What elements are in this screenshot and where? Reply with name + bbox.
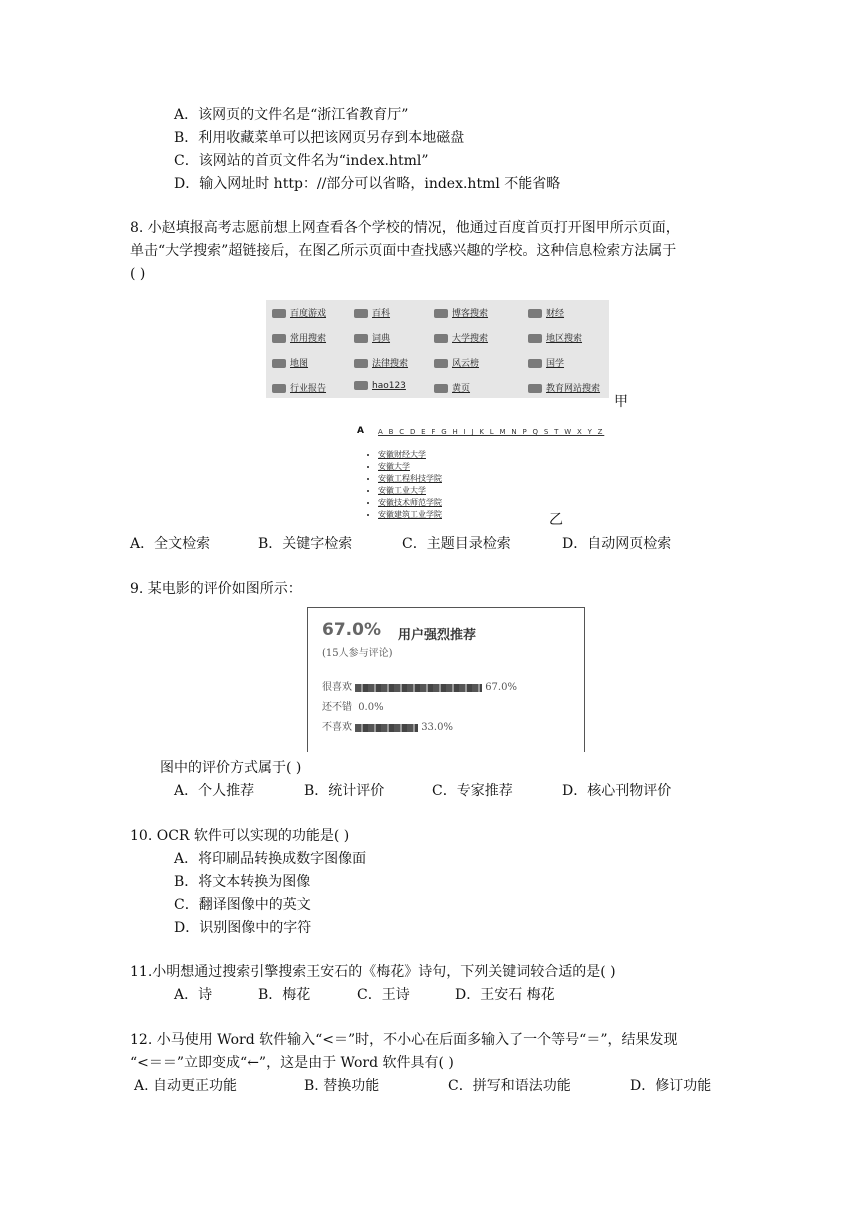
q9-followup: 图中的评价方式属于( ) <box>160 760 302 776</box>
q10-option-d: D．识别图像中的字符 <box>174 920 312 936</box>
education-icon <box>528 384 542 393</box>
q9-option-a: A．个人推荐 <box>174 783 255 799</box>
dictionary-icon <box>354 334 368 343</box>
yi-current-letter: A <box>357 426 364 436</box>
figure-jia-label: 甲 <box>614 394 628 410</box>
rating-row-value: 33.0% <box>421 722 453 733</box>
jia-item[interactable]: hao123 <box>354 381 406 391</box>
rating-row-value: 67.0% <box>485 682 517 693</box>
q9-option-b: B．统计评价 <box>304 783 385 799</box>
q12-option-b: B. 替换功能 <box>304 1078 380 1094</box>
q11-option-b: B．梅花 <box>258 987 311 1003</box>
report-icon <box>272 384 286 393</box>
q11-option-a: A．诗 <box>174 987 213 1003</box>
q12-stem-line1: 12. 小马使用 Word 软件输入“<＝”时，不小心在后面多输入了一个等号“＝”，结果发现 <box>130 1032 678 1048</box>
graduation-cap-icon <box>434 334 448 343</box>
q10-option-a: A．将印刷品转换成数字图像面 <box>174 851 367 867</box>
q8-option-d: D．自动网页检索 <box>562 536 672 552</box>
jia-item[interactable]: 地区搜索 <box>528 331 582 344</box>
jia-item[interactable]: 百科 <box>354 306 390 319</box>
jia-item[interactable]: 黄页 <box>434 381 470 394</box>
finance-icon <box>528 309 542 318</box>
rating-bar <box>355 724 418 732</box>
jia-item[interactable]: 法律搜索 <box>354 356 408 369</box>
search-icon <box>272 334 286 343</box>
jia-item[interactable]: 教育网站搜索 <box>528 381 600 394</box>
q8-stem-line3: ( ) <box>130 266 146 282</box>
q11-option-c: C．王诗 <box>357 987 410 1003</box>
rating-row <box>322 698 384 713</box>
q9-option-c: C．专家推荐 <box>432 783 513 799</box>
q8-option-a: A．全文检索 <box>130 536 211 552</box>
jia-item-university-search[interactable]: 大学搜索 <box>434 331 488 344</box>
list-item[interactable]: • 安徽技术师范学院 <box>378 497 442 509</box>
list-item[interactable]: • 安徽建筑工业学院 <box>378 509 442 521</box>
game-icon <box>272 309 286 318</box>
jia-item[interactable]: 风云榜 <box>434 356 479 369</box>
blog-icon <box>434 309 448 318</box>
rating-row <box>322 678 517 693</box>
grid-icon <box>354 381 368 390</box>
rating-subtitle: (15人参与评论) <box>322 648 393 659</box>
figure-jia-directory <box>266 300 609 398</box>
q8-option-b: B．关键字检索 <box>258 536 353 552</box>
jia-item[interactable]: 百度游戏 <box>272 306 326 319</box>
q10-option-c: C．翻译图像中的英文 <box>174 897 311 913</box>
pen-icon <box>354 309 368 318</box>
q9-stem: 9. 某电影的评价如图所示： <box>130 581 302 597</box>
q10-option-b: B．将文本转换为图像 <box>174 874 311 890</box>
q12-stem-line2: “<＝＝”立即变成“←”，这是由于 Word 软件具有( ) <box>130 1055 454 1071</box>
yellow-pages-icon <box>434 384 448 393</box>
rating-row-value: 0.0% <box>358 702 384 713</box>
rating-title: 用户强烈推荐 <box>398 628 477 643</box>
rating-bar <box>355 684 482 692</box>
jia-item[interactable]: 博客搜索 <box>434 306 488 319</box>
rating-row-label: 不喜欢 <box>322 722 352 733</box>
region-icon <box>528 334 542 343</box>
rating-row <box>322 718 453 733</box>
q7-option-d: D．输入网址时 http：//部分可以省略，index.html 不能省略 <box>174 176 561 192</box>
q12-option-c: C．拼写和语法功能 <box>448 1078 571 1094</box>
q8-stem-line1: 8. 小赵填报高考志愿前想上网查看各个学校的情况，他通过百度首页打开图甲所示页面， <box>130 220 680 236</box>
jia-item[interactable]: 常用搜索 <box>272 331 326 344</box>
q8-option-c: C．主题目录检索 <box>402 536 511 552</box>
figure-yi-label: 乙 <box>549 512 563 528</box>
guoxue-icon <box>528 359 542 368</box>
list-item[interactable]: • 安徽工业大学 <box>378 485 442 497</box>
q8-stem-line2: 单击“大学搜索”超链接后，在图乙所示页面中查找感兴趣的学校。这种信息检索方法属于 <box>130 243 677 259</box>
q11-option-d: D．王安石 梅花 <box>455 987 555 1003</box>
q10-stem: 10. OCR 软件可以实现的功能是( ) <box>130 828 350 844</box>
list-item[interactable]: • 安徽财经大学 <box>378 449 442 461</box>
figure-movie-rating <box>307 607 585 752</box>
yi-alphabet-index[interactable]: A B C D E F G H I J K L M N P Q S T W X Y Z <box>378 428 605 436</box>
jia-item[interactable]: 词典 <box>354 331 390 344</box>
rating-percent: 67.0% <box>322 620 381 640</box>
rating-row-label: 还不错 <box>322 702 352 713</box>
jia-item[interactable]: 行业报告 <box>272 381 326 394</box>
jia-item[interactable]: 财经 <box>528 306 564 319</box>
q11-stem: 11.小明想通过搜索引擎搜索王安石的《梅花》诗句，下列关键词较合适的是( ) <box>130 964 616 980</box>
yi-school-list <box>368 449 442 521</box>
q12-option-d: D．修订功能 <box>630 1078 712 1094</box>
ranking-icon <box>434 359 448 368</box>
list-item[interactable]: • 安徽工程科技学院 <box>378 473 442 485</box>
list-item[interactable]: • 安徽大学 <box>378 461 442 473</box>
map-icon <box>272 359 286 368</box>
jia-item[interactable]: 国学 <box>528 356 564 369</box>
q9-option-d: D．核心刊物评价 <box>562 783 672 799</box>
q7-option-c: C．该网站的首页文件名为“index.html” <box>174 153 429 169</box>
q7-option-a: A．该网页的文件名是“浙江省教育厅” <box>174 107 409 123</box>
rating-row-label: 很喜欢 <box>322 682 352 693</box>
q12-option-a: A. 自动更正功能 <box>134 1078 238 1094</box>
scales-icon <box>354 359 368 368</box>
jia-item[interactable]: 地图 <box>272 356 308 369</box>
q7-option-b: B．利用收藏菜单可以把该网页另存到本地磁盘 <box>174 130 465 146</box>
